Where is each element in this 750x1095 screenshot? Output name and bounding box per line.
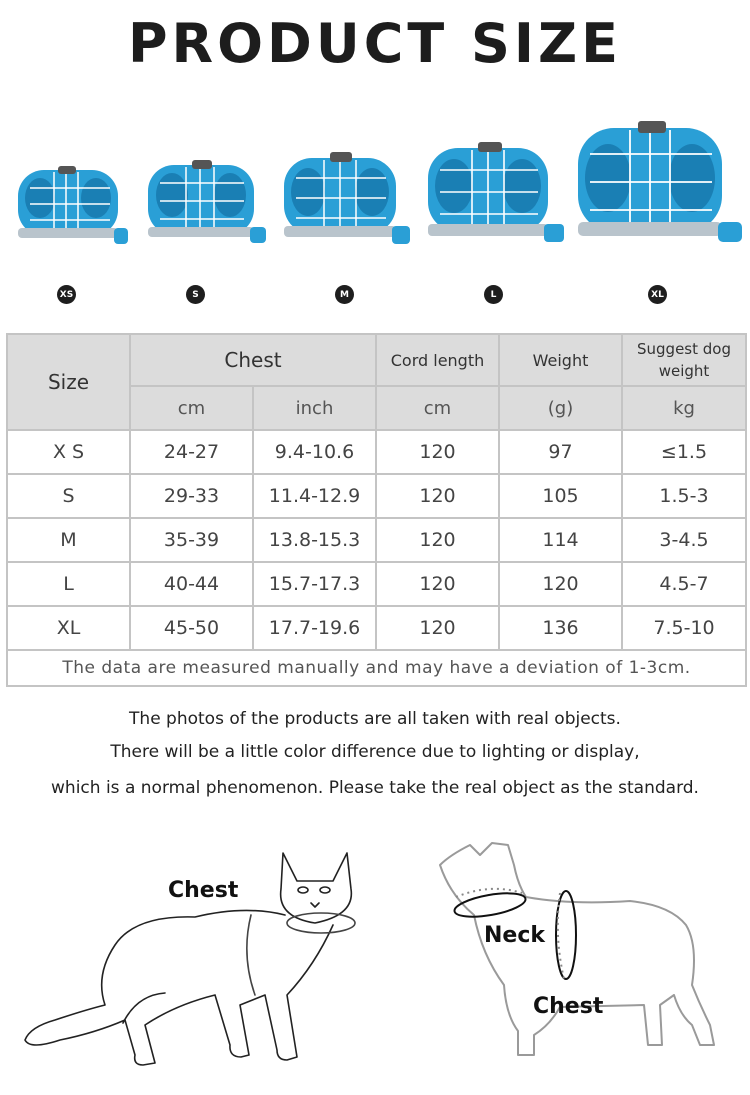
size-table xyxy=(6,333,747,687)
cell-chest-inch: 17.7-19.6 xyxy=(253,606,376,650)
size-header: Size xyxy=(7,334,130,430)
dog-measurement-diagram xyxy=(430,835,730,1070)
cell-chest-inch: 15.7-17.3 xyxy=(253,562,376,606)
cat-chest-label: Chest xyxy=(168,878,239,903)
unit-chest-cm: cm xyxy=(130,386,253,430)
page-title: PRODUCT SIZE xyxy=(127,12,623,75)
cell-cord: 120 xyxy=(376,474,499,518)
harness-image-xl xyxy=(568,108,748,252)
cell-chest-cm: 40-44 xyxy=(130,562,253,606)
cell-chest-inch: 9.4-10.6 xyxy=(253,430,376,474)
cell-dog-weight: ≤1.5 xyxy=(622,430,746,474)
harness-image-xs xyxy=(10,150,132,252)
harness-image-m xyxy=(276,138,416,252)
weight-header: Weight xyxy=(499,334,622,386)
size-badge-xs: XS xyxy=(57,285,76,304)
cell-chest-inch: 11.4-12.9 xyxy=(253,474,376,518)
dog-weight-header: Suggest dog weight xyxy=(622,334,746,386)
cell-chest-cm: 24-27 xyxy=(130,430,253,474)
size-badge-xl: XL xyxy=(648,285,667,304)
size-badge-m: M xyxy=(335,285,354,304)
unit-cord-cm: cm xyxy=(376,386,499,430)
dog-chest-label: Chest xyxy=(533,994,604,1019)
cell-weight: 120 xyxy=(499,562,622,606)
note-line-2: There will be a little color difference due to lighting or display, xyxy=(110,742,640,762)
cell-cord: 120 xyxy=(376,606,499,650)
cell-weight: 105 xyxy=(499,474,622,518)
cell-chest-cm: 29-33 xyxy=(130,474,253,518)
unit-dog-kg: kg xyxy=(622,386,746,430)
cell-size: XL xyxy=(7,606,130,650)
harness-image-s xyxy=(140,145,272,252)
cord-length-header: Cord length xyxy=(376,334,499,386)
cell-cord: 120 xyxy=(376,518,499,562)
size-badge-l: L xyxy=(484,285,503,304)
cell-weight: 97 xyxy=(499,430,622,474)
table-row xyxy=(7,562,746,606)
unit-chest-inch: inch xyxy=(253,386,376,430)
cell-weight: 136 xyxy=(499,606,622,650)
cell-weight: 114 xyxy=(499,518,622,562)
table-row xyxy=(7,606,746,650)
cell-cord: 120 xyxy=(376,562,499,606)
size-badge-s: S xyxy=(186,285,205,304)
cell-size: S xyxy=(7,474,130,518)
cell-chest-cm: 45-50 xyxy=(130,606,253,650)
cell-chest-inch: 13.8-15.3 xyxy=(253,518,376,562)
note-line-3: which is a normal phenomenon. Please take the real object as the standard. xyxy=(51,778,699,798)
chest-header: Chest xyxy=(130,334,376,386)
measurement-note: The data are measured manually and may have a deviation of 1-3cm. xyxy=(7,650,746,686)
cell-cord: 120 xyxy=(376,430,499,474)
unit-weight-g: (g) xyxy=(499,386,622,430)
table-row xyxy=(7,518,746,562)
cell-dog-weight: 3-4.5 xyxy=(622,518,746,562)
harness-image-l xyxy=(420,128,568,252)
cell-chest-cm: 35-39 xyxy=(130,518,253,562)
cell-size: X S xyxy=(7,430,130,474)
cell-size: L xyxy=(7,562,130,606)
cell-dog-weight: 7.5-10 xyxy=(622,606,746,650)
dog-neck-label: Neck xyxy=(484,923,546,948)
cell-size: M xyxy=(7,518,130,562)
table-row xyxy=(7,474,746,518)
cell-dog-weight: 1.5-3 xyxy=(622,474,746,518)
cell-dog-weight: 4.5-7 xyxy=(622,562,746,606)
table-row xyxy=(7,430,746,474)
note-line-1: The photos of the products are all taken with real objects. xyxy=(129,709,621,729)
